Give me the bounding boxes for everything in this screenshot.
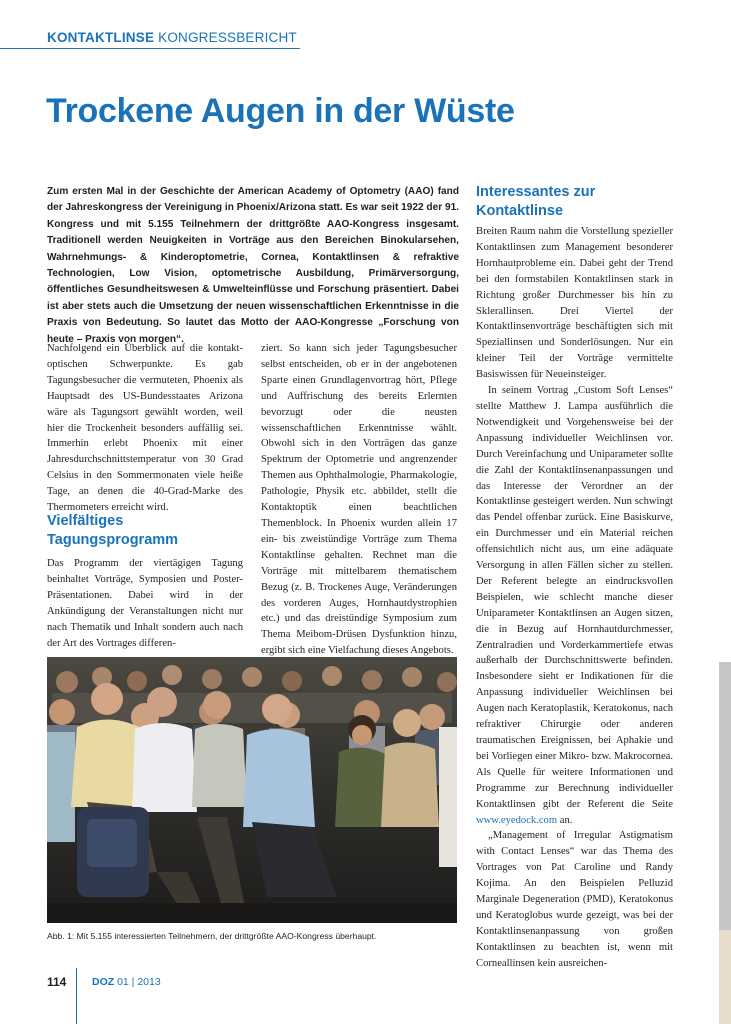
header-rule <box>0 48 300 49</box>
paragraph-text: „Management of Irregular Astigmatism with Contact Lenses“ war das Thema des Vortrages von Pat Caroline und Randy Kojima. An den Beispielen Pelluzid Marginale Degeneration (PMD), Keratokonus und Keratoglobus wurde gezeigt, was bei der Kontaktlinsenanpassung von großen Kontaktlinsen zu beachten ist, wenn mit Corneallinsen kein ausreichen- <box>476 830 673 969</box>
section-label: KONTAKTLINSE <box>47 30 155 45</box>
journal-issue: 01 | 2013 <box>114 976 161 988</box>
paragraph: Das Programm der viertägigen Tagung beinhaltet Vorträge, Symposien und Poster-Präsentationen. Dabei wird in der Ankündigung der Veranstaltungen nicht nur nach Thematik und Inhalt sondern auch nach der Art des Vortrages differen- <box>47 558 243 649</box>
paragraph: Breiten Raum nahm die Vorstellung spezieller Kontaktlinsen zum Management besonderer Hornhautprobleme ein. Dabei geht der Trend bei den formstabilen Kontaktlinsen stark in Richtung großer Durchmesser bis hin zu Sklerallinsen. Drei Viertel der Kontaktlinsenvorträge beschäftigten sich mit Speziallinsen und Sonderlösungen. Nur ein kleiner Teil der Vorträge vermittelte Basiswissen für Neueinsteiger. <box>476 226 673 381</box>
column-1-intro <box>47 341 243 516</box>
eyedock-link[interactable]: www.eyedock.com <box>476 814 558 826</box>
column-2 <box>261 341 457 659</box>
conference-audience-photo <box>47 657 457 923</box>
journal-name: DOZ <box>92 976 115 988</box>
column-3 <box>476 224 673 972</box>
paragraph-text: In seinem Vortrag „Custom Soft Lenses“ stellte Matthew J. Lampa ausführlich die Notwendigkeit und Vorgehensweise bei der Anpassung individueller Weichlinsen vor. Durch Vereinfachung und Uniparameter sollte die Zahl der Kontaktlinsenanpassungen und das Interesse der Verordner an der Kontaktlinse gesteigert werden. Nun schwingt das Pendel offenbar zurück. Eine Basiskurve, ein Durchmesser und ein Material reichen offensichtlich nicht aus, um eine adäquate Versorgung in allen Fällen sicher zu stellen. Der Referent belegte an eindrucksvollen Beispielen, wie schlecht manche dieser Uniparameter Kontaktlinsen an Augen sitzen, die in Bezug auf Hornhautdurchmesser, Zentralradien und Vorderkammertiefe etwas außerhalb der Durchschnittswerte befinden. Insbesondere sieht er Indikationen für die Anpassung individueller Weichlinsen bei Augen nach Keratoplastik, Keratokonus, nach refraktiver Chirurgie oder anderen traumatischen Ereignissen, bei Aphakie und bei Vorliegen einer Mikro- bzw. Makrocornea. Als Quelle für weitere Informationen und Programme zur Berechnung individueller Kontaktlinsen gibt der Referent die Seite <box>476 385 673 810</box>
paragraph <box>476 383 673 828</box>
footer-rule <box>76 968 77 1024</box>
column-1-body <box>47 556 243 651</box>
lead-paragraph: Zum ersten Mal in der Geschichte der American Academy of Optometry (AAO) fand der Jahreskongress der Vereinigung in Phoenix/Arizona statt. Es war seit 1922 der 91. Kongress und mit 5.155 Teilnehmern der drittgrößte AAO-Kongress insgesamt. Traditionell werden Neuigkeiten in Vorträge aus den Bereichen Binokularsehen, Wahrnehmungs- & Kinderoptometrie, Cornea, Kontaktlinsen & refraktive Technologien, Low Vision, optometrische Ausbildung, Primärversorgung, öffentliches Gesundheitswesen & Umwelteinflüsse und Forschung präsentiert. Dabei ist aber stets auch die Umsetzung der neuen wissenschaftlichen Erkenntnisse in die Praxis von Bedeutung. So lautet das Motto der AAO-Kongresse „Forschung von heute – Praxis von morgen“. <box>47 186 459 345</box>
paragraph <box>476 828 673 971</box>
subheading-kontaktlinse: Interessantes zur Kontaktlinse <box>476 184 596 219</box>
page-edge-tab-gray <box>719 662 731 930</box>
page-number: 114 <box>47 975 67 989</box>
section-header <box>47 30 297 45</box>
paragraph-text-end: an. <box>557 814 573 826</box>
paragraph: Nachfolgend ein Überblick auf die kontakt-optischen Schwerpunkte. Es gab Tagungsbesucher die vermuteten, Phoenix als Hauptsadt des US-Bundesstaates Arizona wäre als Tagungsort gewählt worden, weil hier die Trockenheit besonders auffällig sei. Immerhin erlebt Phoenix mit einer Jahresdurchschnittstemperatur von 30 Grad Celsius in den Sommermonaten viele heiße Tage, an denen die 40-Grad-Marke des Thermometers erreicht wird. <box>47 343 243 514</box>
page-edge-tab-beige <box>719 930 731 1024</box>
section-sublabel: KONGRESSBERICHT <box>158 30 297 45</box>
paragraph: ziert. So kann sich jeder Tagungsbesucher selbst entscheiden, ob er in der angebotenen Sparte einen Grundlagenvortrag hört, Pflege und Auffrischung des bereits Erlernten bevorzugt oder die neusten wissenschaftlichen Erkenntnisse wählt. Obwohl sich in den Vorträgen das ganze Spektrum der Optometrie und angrenzender Themen aus Ophthalmologie, Pharmakologie, Pathologie, Physik etc. abbildet, stellt die Kontaktoptik einen beachtlichen Themenblock. In Phoenix wurden allein 17 ein- bis zweistündige Vorträge zum Thema Kontaktlinse gehalten. Rechnet man die Vorträge mit mittelbarem thematischem Bezug (z. B. Trockenes Auge, Veränderungen des vorderen Auges, Hornhautdystrophien etc.) und das dreistündige Symposium zum Thema Meibom-Drüsen Dysfunktion hinzu, ergibt sich eine Vielfachung dieses Angebots. <box>261 343 457 657</box>
figure-caption: Abb. 1: Mit 5.155 interessierten Teilnehmern, der drittgrößte AAO-Kongress überhaupt. <box>47 931 377 941</box>
journal-footer <box>92 976 161 988</box>
audience-photo-illustration <box>47 657 457 923</box>
article-title: Trockene Augen in der Wüste <box>46 92 515 130</box>
subheading-tagungsprogramm: Vielfältiges Tagungsprogramm <box>47 513 179 548</box>
